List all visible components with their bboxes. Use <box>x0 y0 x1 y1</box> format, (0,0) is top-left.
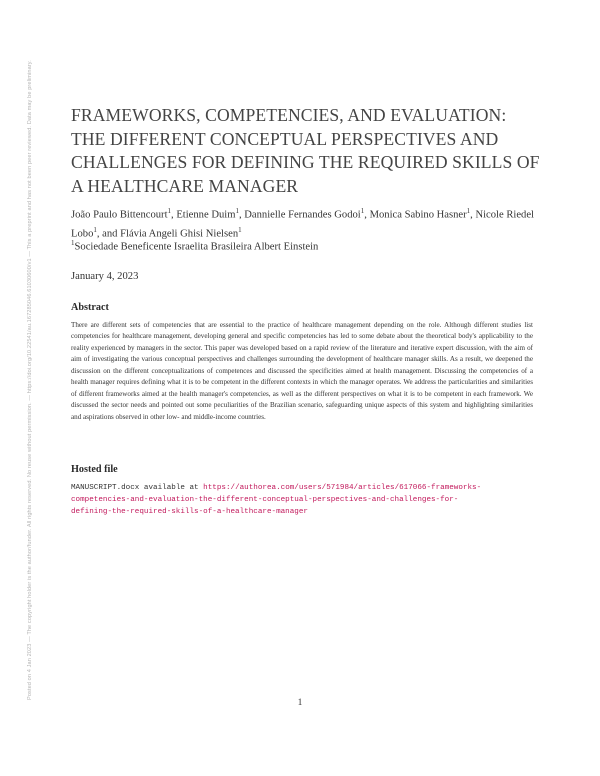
author-affiliation-marker: 1 <box>93 226 97 235</box>
author-affiliation-marker: 1 <box>167 207 172 215</box>
author-conjunction: and <box>102 228 118 240</box>
affiliation-marker: 1 <box>71 239 75 247</box>
hosted-file-link-line: competencies-and-evaluation-the-different-conceptual-perspectives-and-challenges-for- <box>71 496 459 504</box>
abstract-text: There are different sets of competencies that are essential to the practice of healthcare management depending on the role. Although different studies list competencies for healthcare management, developing general and specific competencies has led to some debate about the theoretical body's applicability to the reality experienced by managers in the sector. This paper was developed based on a rapid review of the literature and iterative expert discussion, with the aim of aim of investigating the various conceptual perspectives and challenges surrounding the development of healthcare manager skills. As a result, we deepened the discussion on the different conceptualizations of competences and discussed the specificities aimed at health management. Discussing the competencies of a health manager requires defining what it is to be competent in the different contexts in which the manager operates. We address the particularities and similarities of different frameworks aimed at the health manager's competencies, as well as the different perspectives on what it is to be competent in each framework. We discussed the sector needs and pointed out some peculiarities of the Brazilian scenario, safeguarding unique aspects of this system and highlighting similarities and aspirations observed in other low- and middle-income countries. <box>71 321 533 421</box>
author-affiliation-marker: 1 <box>235 207 239 215</box>
author-list: João Paulo Bittencourt$^1$, Etienne Duim$^1$, Dannielle Fernandes Godoi$^1$, Monica Sabino Hasner$^1$, Nicole Riedel Lobo$^1$, and Flávia Angeli Ghisi Nielsen$^1$ <box>71 207 534 240</box>
author-name: Monica Sabino Hasner <box>369 209 467 221</box>
hosted-file-link-line: defining-the-required-skills-of-a-healthcare-manager <box>71 508 308 516</box>
author-name: Flávia Angeli Ghisi Nielsen <box>120 228 239 240</box>
hosted-file-heading: Hosted file <box>71 464 118 475</box>
page-number: 1 <box>297 698 303 708</box>
hosted-file-name: MANUSCRIPT.docx <box>71 484 140 492</box>
hosted-file-link-line: https://authorea.com/users/571984/articles/617066-frameworks- <box>203 484 482 492</box>
hosted-file-paragraph <box>71 482 541 518</box>
author-name: João Paulo Bittencourt <box>71 209 168 221</box>
affiliation <box>71 239 541 253</box>
author-name: Etienne Duim <box>176 209 236 221</box>
publication-date: January 4, 2023 <box>71 271 139 282</box>
author-name: Dannielle Fernandes Godoi <box>244 209 361 221</box>
author-name: Nicole Riedel Lobo <box>71 209 534 240</box>
author-affiliation-marker: 1 <box>466 207 471 215</box>
abstract-heading: Abstract <box>71 302 109 313</box>
paper-title: FRAMEWORKS, COMPETENCIES, AND EVALUATION: THE DIFFERENT CONCEPTUAL PERSPECTIVES AND CHALLENGES FOR DEFINING THE REQUIRED SKILLS OF A HEALTHCARE MANAGER <box>71 105 540 196</box>
author-affiliation-marker: 1 <box>238 226 242 235</box>
author-affiliation-marker: 1 <box>360 207 365 215</box>
hosted-file-available-text: available at <box>143 484 199 492</box>
affiliation-name: Sociedade Beneficente Israelita Brasileira Albert Einstein <box>74 241 319 253</box>
preprint-side-notice: Posted on 4 Jan 2023 — The copyright holder is the author/funder. All rights reserved. No reuse without permission. — https://doi.org/10.22541/au.167285046.61030600/v1 — This a preprint and has not been peer reviewed. Data may be preliminary. <box>27 60 33 700</box>
